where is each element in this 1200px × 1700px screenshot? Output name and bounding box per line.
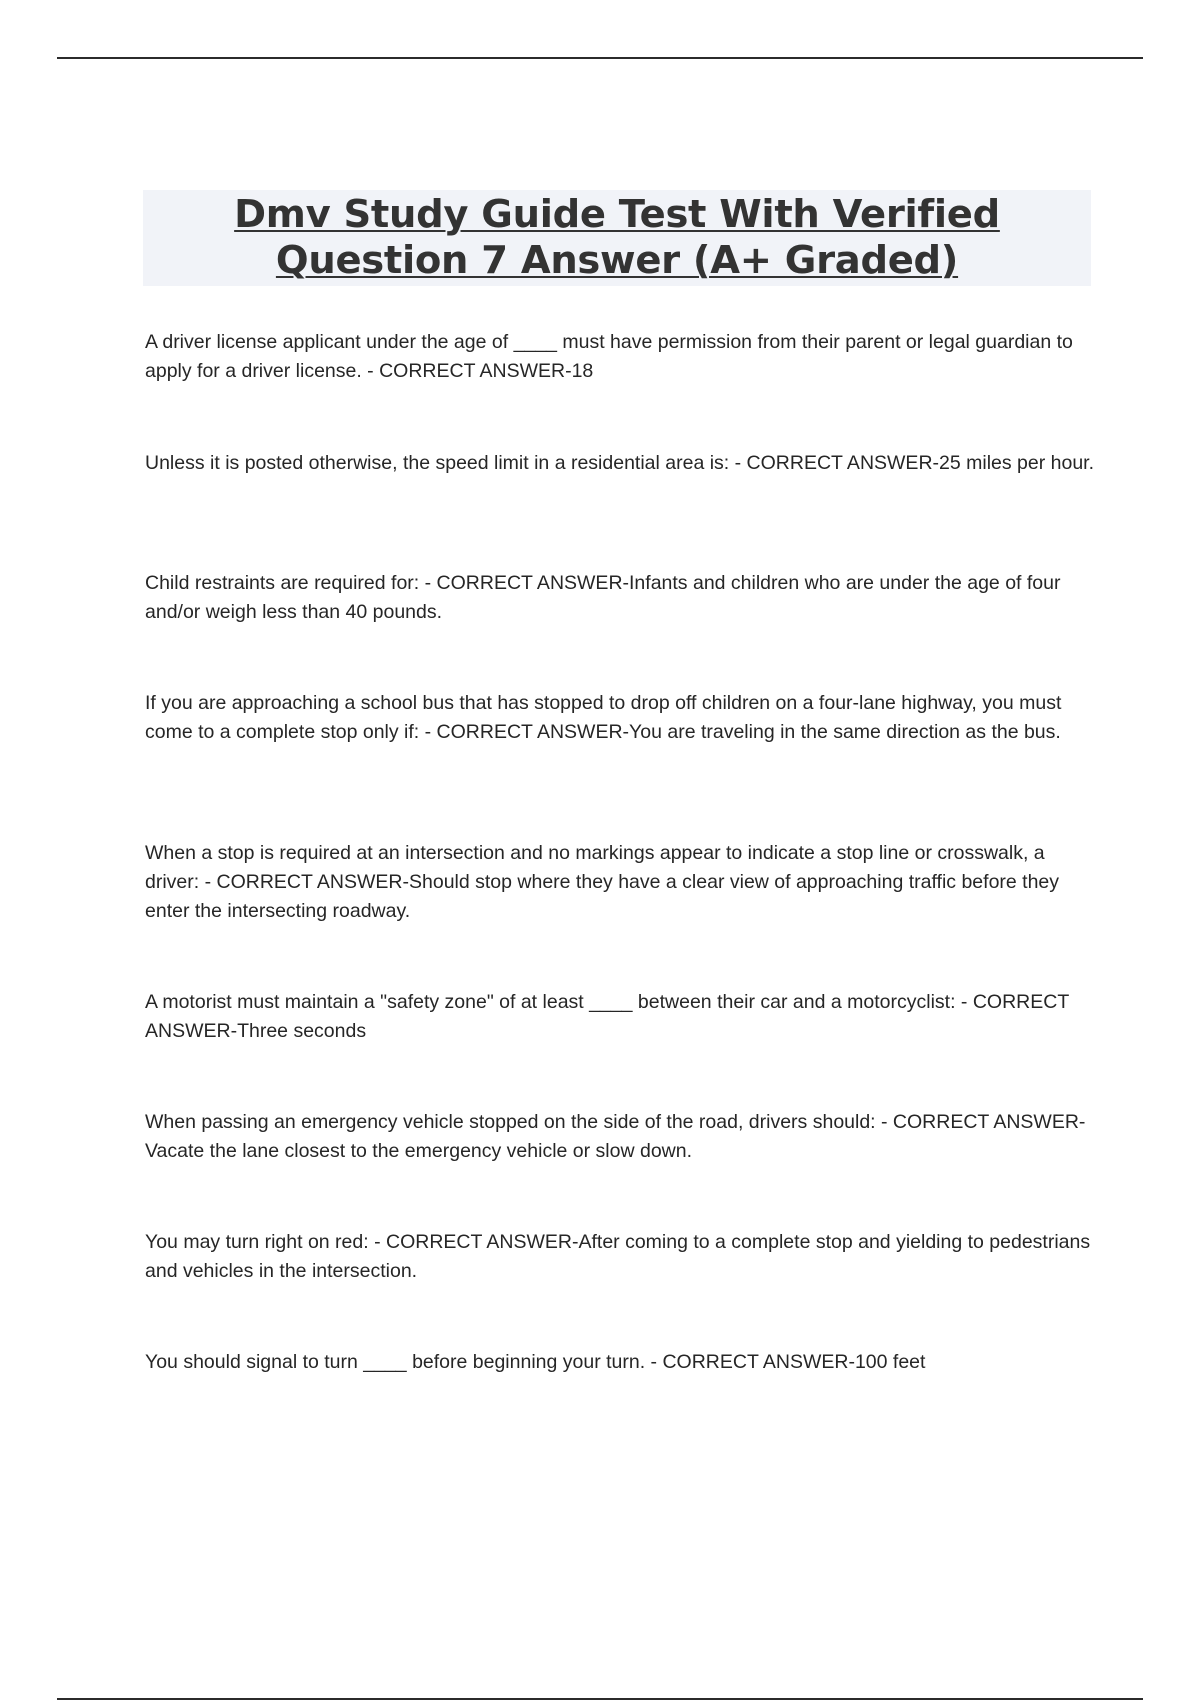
qa-item: You should signal to turn ____ before beginning your turn. - CORRECT ANSWER-100 feet xyxy=(145,1351,926,1373)
qa-item: Unless it is posted otherwise, the speed limit in a residential area is: - CORRECT ANSWER-25 miles per hour. xyxy=(145,452,1095,474)
qa-item: A driver license applicant under the age of ____ must have permission from their parent or legal guardian to apply for a driver license. - CORRECT ANSWER-18 xyxy=(145,331,1073,382)
qa-item: When passing an emergency vehicle stopped on the side of the road, drivers should: - CORRECT ANSWER-Vacate the lane closest to the emergency vehicle or slow down. xyxy=(145,1111,1086,1162)
qa-item: Child restraints are required for: - CORRECT ANSWER-Infants and children who are under the age of four and/or weigh less than 40 pounds. xyxy=(145,572,1061,623)
document-title: Dmv Study Guide Test With Verified Question 7 Answer (A+ Graded) xyxy=(234,192,1000,283)
qa-item: When a stop is required at an intersection and no markings appear to indicate a stop line or crosswalk, a driver: - CORRECT ANSWER-Should stop where they have a clear view of approaching traffic before they enter the intersecting roadway. xyxy=(145,842,1060,922)
qa-item: If you are approaching a school bus that has stopped to drop off children on a four-lane highway, you must come to a complete stop only if: - CORRECT ANSWER-You are traveling in the same direction as the bus. xyxy=(145,692,1062,743)
title-banner xyxy=(143,190,1091,286)
qa-item: You may turn right on red: - CORRECT ANSWER-After coming to a complete stop and yielding to pedestrians and vehicles in the intersection. xyxy=(145,1231,1091,1282)
bottom-rule xyxy=(57,1698,1143,1700)
top-rule xyxy=(57,57,1143,59)
qa-item: A motorist must maintain a "safety zone" of at least ____ between their car and a motorcyclist: - CORRECT ANSWER-Three seconds xyxy=(145,991,1069,1042)
